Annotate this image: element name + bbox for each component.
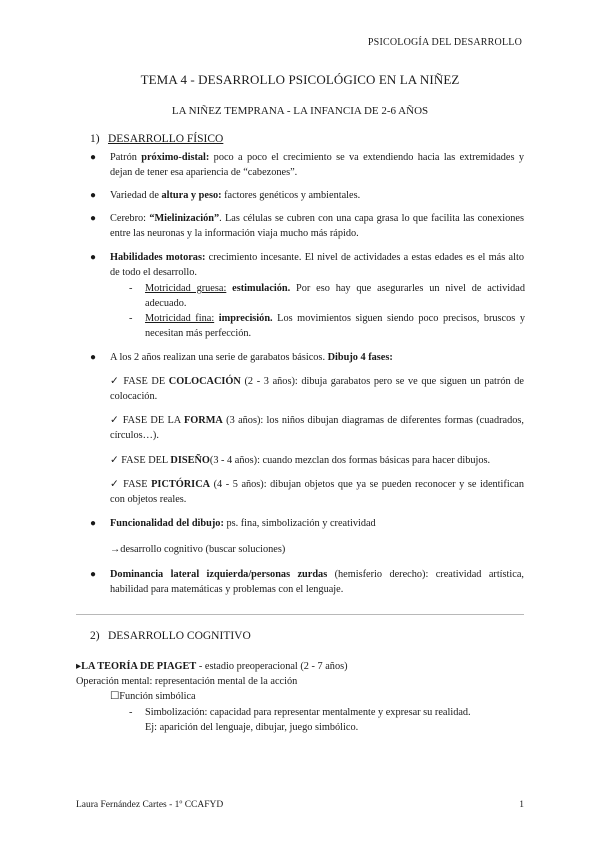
- dash-icon: -: [129, 283, 133, 294]
- bullet-icon: ●: [90, 352, 97, 363]
- triangle-marker-icon: ▸: [76, 661, 82, 672]
- page-title: TEMA 4 - DESARROLLO PSICOLÓGICO EN LA NIÑEZ: [140, 72, 460, 87]
- section-number: 2): [90, 630, 100, 642]
- arrow-note: →desarrollo cognitivo (buscar soluciones): [110, 544, 286, 555]
- mental-operation-line: Operación mental: representación mental de la acción: [76, 676, 298, 687]
- check-icon: ✓: [110, 376, 120, 387]
- bullet-item: ● A los 2 años realizan una serie de garabatos básicos. Dibujo 4 fases:: [110, 350, 524, 365]
- check-icon: ✓: [110, 455, 119, 466]
- bullet-icon: ●: [90, 252, 97, 263]
- drawing-phase-3: ✓ FASE DEL DISEÑO(3 - 4 años): cuando mezclan dos formas básicas para hacer dibujos.: [110, 455, 491, 466]
- bullet-icon: ●: [90, 152, 97, 163]
- sub-item-fine-motor: - Motricidad fina: imprecisión. Los movimientos siguen siendo poco precisos, bruscos y necesitan más perfección.: [129, 313, 525, 340]
- symbolic-function-line: ☐Función simbólica: [110, 691, 196, 702]
- section-number: 1): [90, 133, 100, 145]
- bullet-icon: ●: [90, 518, 97, 529]
- drawing-phase-4: ✓ FASE PICTÓRICA (4 - 5 años): dibujan objetos que ya se pueden reconocer y se identifican con objetos reales.: [110, 479, 524, 506]
- bullet-icon: ●: [90, 190, 97, 201]
- section-label: DESARROLLO FÍSICO: [108, 133, 224, 145]
- check-icon: ✓: [110, 479, 120, 490]
- bullet-icon: ●: [90, 213, 97, 224]
- drawing-phase-2: ✓ FASE DE LA FORMA (3 años): los niños dibujan diagramas de diferentes formas (cuadrados, círculos…).: [110, 415, 524, 442]
- section-heading-2: [90, 630, 251, 642]
- bullet-item: ● Variedad de altura y peso: factores genéticos y ambientales.: [110, 188, 524, 203]
- example-line: Ej: aparición del lenguaje, dibujar, juego simbólico.: [145, 722, 359, 733]
- horizontal-divider: [76, 614, 524, 615]
- running-header: PSICOLOGÍA DEL DESARROLLO: [367, 37, 522, 48]
- bullet-item: ● Funcionalidad del dibujo: ps. fina, simbolización y creatividad: [110, 516, 524, 531]
- checkbox-icon: ☐: [110, 691, 120, 702]
- bullet-item: ● Dominancia lateral izquierda/personas zurdas (hemisferio derecho): creatividad artística, habilidad para matemáticas y problemas con el lenguaje.: [90, 569, 524, 596]
- piaget-heading: ▸LA TEORÍA DE PIAGET - estadio preoperacional (2 - 7 años): [76, 661, 348, 672]
- section-label: DESARROLLO COGNITIVO: [108, 630, 251, 642]
- symbolization-item: - Simbolización: capacidad para representar mentalmente y expresar su realidad.: [145, 705, 525, 720]
- section-heading-1: [90, 133, 223, 145]
- bullet-item: ● Cerebro: “Mielinización”. Las células se cubren con una capa grasa lo que facilita las conexiones entre las neuronas y la información viaja mucho más rápido.: [90, 213, 524, 240]
- sub-item-gross-motor: - Motricidad gruesa: estimulación. Por eso hay que asegurarles un nivel de actividad adecuado.: [129, 283, 526, 310]
- check-icon: ✓: [110, 415, 120, 426]
- page-number: 1: [519, 800, 524, 810]
- page-subtitle: LA NIÑEZ TEMPRANA - LA INFANCIA DE 2-6 AÑOS: [171, 105, 429, 117]
- bullet-item: ● Patrón próximo-distal: poco a poco el crecimiento se va extendiendo hacia las extremidades y dejan de tener esa apariencia de “cabezones”.: [90, 152, 525, 179]
- dash-icon: -: [129, 313, 133, 324]
- dash-icon: -: [129, 707, 133, 718]
- drawing-phase-1: ✓ FASE DE COLOCACIÓN (2 - 3 años): dibuja garabatos pero se ve que siguen un patrón de colocación.: [110, 376, 524, 403]
- footer-author: Laura Fernández Cartes - 1º CCAFYD: [76, 800, 224, 810]
- bullet-item: ● Habilidades motoras: crecimiento incesante. El nivel de actividades a estas edades es el más alto de todo el desarrollo.: [90, 252, 524, 279]
- bullet-icon: ●: [90, 569, 97, 580]
